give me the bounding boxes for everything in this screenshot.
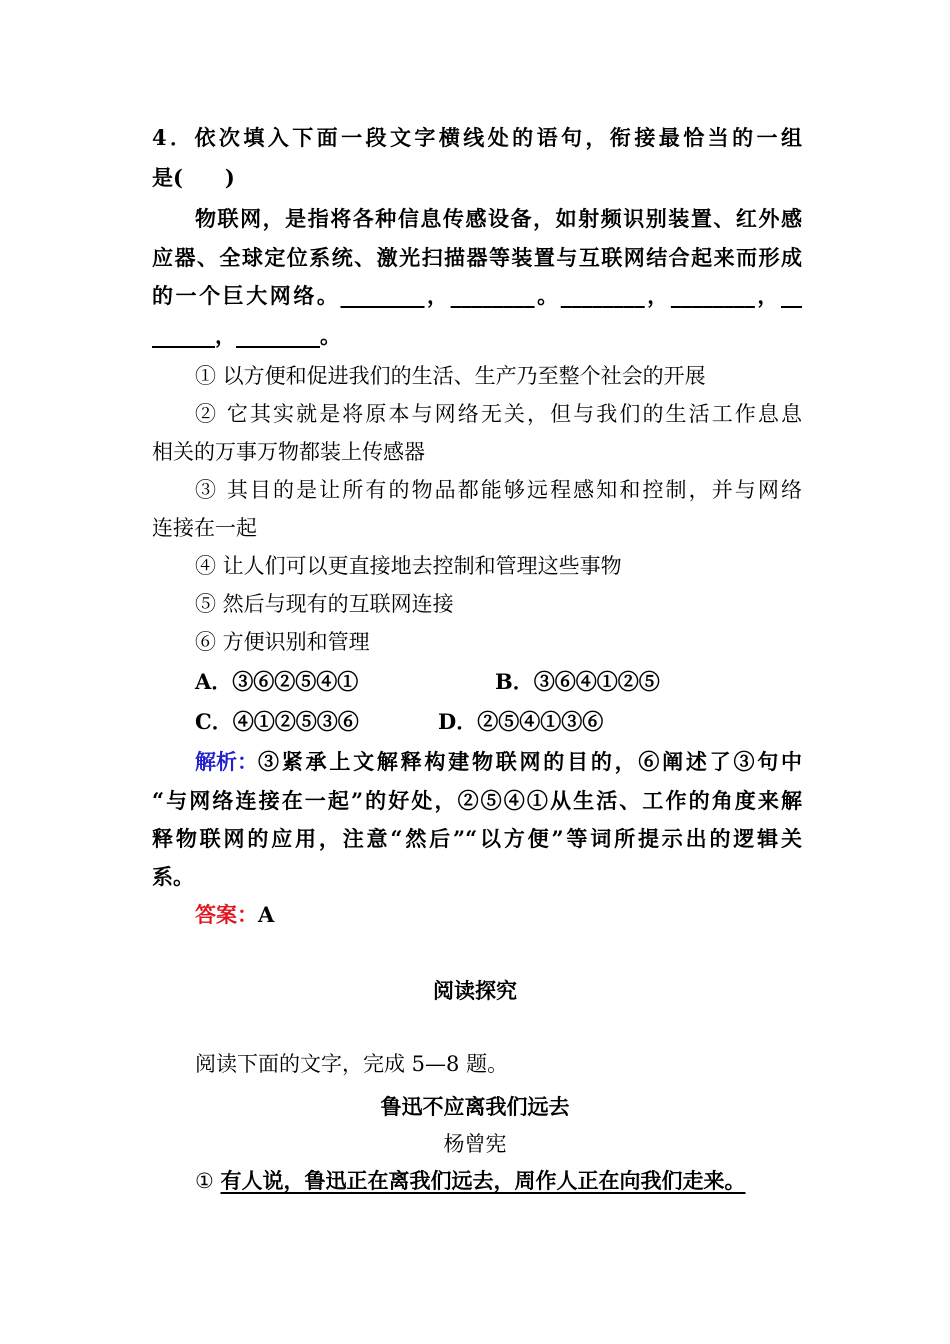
answer [195,900,274,930]
analysis-line: 系。 [152,864,194,889]
analysis-label [195,747,258,777]
analysis-line: 释物联网的应用，注意“然后”“以方便”等词所提示出的逻辑关 [152,826,802,851]
paragraph-number: ① [195,1169,214,1193]
article-author: 杨曾宪 [443,1132,507,1156]
passage-line: 物联网，是指将各种信息传感设备，如射频识别装置、红外感 [195,206,802,231]
passage-line: 应器、全球定位系统、激光扫描器等装置与互联网结合起来而形成 [152,245,802,270]
answer-value: A [258,902,275,927]
sentence-item-3: ③ 其目的是让所有的物品都能够远程感知和控制，并与网络 [195,478,802,502]
article-title: 鲁迅不应离我们远去 [380,1094,570,1119]
sentence-item-6: ⑥ 方便识别和管理 [195,630,370,654]
sentence-item-4: ④ 让人们可以更直接地去控制和管理这些事物 [195,554,622,578]
sentence-item-3-cont: 连接在一起 [152,516,257,540]
analysis-line: “与网络连接在一起”的好处，②⑤④①从生活、工作的角度来解 [152,788,802,813]
sentence-item-1: ① 以方便和促进我们的生活、生产乃至整个社会的开展 [195,364,706,388]
question-4-stem-cont: 是( ) [152,165,235,190]
sentence-item-2-cont: 相关的万事万物都装上传感器 [152,440,425,464]
section-heading: 阅读探究 [433,978,517,1003]
sentence-item-2: ② 它其实就是将原本与网络无关，但与我们的生活工作息息 [195,402,802,426]
sentence-item-5: ⑤ 然后与现有的互联网连接 [195,592,454,616]
question-4-stem: 4．依次填入下面一段文字横线处的语句，衔接最恰当的一组 [152,125,802,150]
passage-line-blanks: 的一个巨大网络。________，________。________，________，__ [152,283,802,308]
option-d: D．②⑤④①③⑥ [438,709,604,734]
analysis-line: ③紧承上文解释构建物联网的目的，⑥阐述了③句中 [258,749,802,774]
option-b: B．③⑥④①②⑤ [495,669,660,694]
paragraph-1-text: 有人说，鲁迅正在离我们远去，周作人正在向我们走来。 [220,1168,746,1193]
passage-line-blanks: ______，________。 [152,323,341,348]
option-c: C．④①②⑤③⑥ [195,709,359,734]
analysis-label-text: 解析： [195,749,258,774]
paragraph-1 [195,1166,746,1196]
answer-label: 答案： [195,902,258,927]
option-a: A．③⑥②⑤④① [195,669,359,694]
reading-instruction: 阅读下面的文字，完成 5—8 题。 [195,1052,509,1076]
